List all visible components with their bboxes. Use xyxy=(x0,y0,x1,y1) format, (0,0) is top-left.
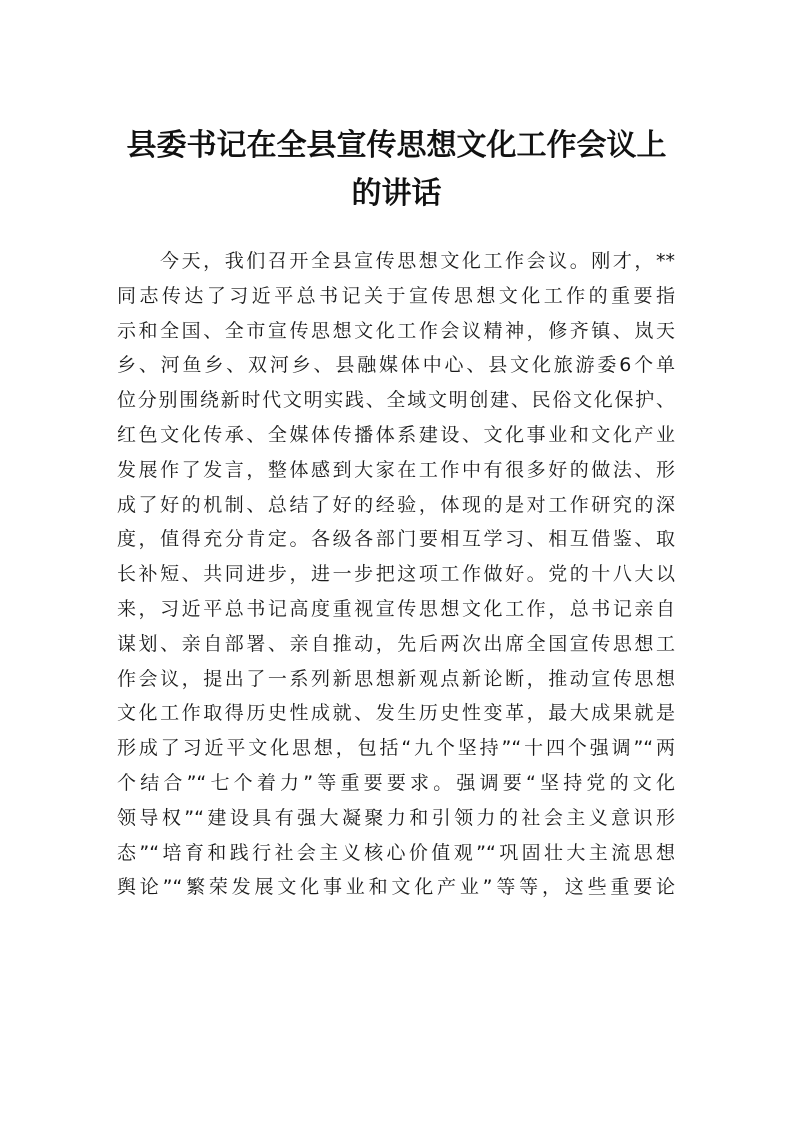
body-line: 文化工作取得历史性成就、发生历史性变革，最大成果就是 xyxy=(117,702,675,725)
body-line: 态”“培育和践行社会主义核心价值观”“巩固壮大主流思想 xyxy=(117,841,675,864)
body-line: 同志传达了习近平总书记关于宣传思想文化工作的重要指 xyxy=(117,284,675,307)
title-line: 的讲话 xyxy=(351,176,442,211)
body-line: 红色文化传承、全媒体传播体系建设、文化事业和文化产业 xyxy=(117,423,675,446)
body-line: 成了好的机制、总结了好的经验，体现的是对工作研究的深 xyxy=(117,493,675,516)
speech-body xyxy=(117,244,675,905)
body-line: 个结合”“七个着力”等重要要求。强调要“坚持党的文化 xyxy=(117,771,675,794)
body-line: 长补短、共同进步，进一步把这项工作做好。党的十八大以 xyxy=(117,563,675,586)
body-line: 来，习近平总书记高度重视宣传思想文化工作，总书记亲自 xyxy=(117,597,675,620)
body-line: 发展作了发言，整体感到大家在工作中有很多好的做法、形 xyxy=(117,458,675,481)
body-line: 舆论”“繁荣发展文化事业和文化产业”等等，这些重要论 xyxy=(117,876,675,899)
body-line: 度，值得充分肯定。各级各部门要相互学习、相互借鉴、取 xyxy=(117,528,675,551)
body-line: 今天，我们召开全县宣传思想文化工作会议。刚才，** xyxy=(160,250,675,272)
body-line: 谋划、亲自部署、亲自推动，先后两次出席全国宣传思想工 xyxy=(117,632,675,655)
title-line: 县委书记在全县宣传思想文化工作会议上 xyxy=(126,128,667,163)
body-line: 作会议，提出了一系列新思想新观点新论断，推动宣传思想 xyxy=(117,667,675,690)
body-line: 乡、河鱼乡、双河乡、县融媒体中心、县文化旅游委6个单 xyxy=(117,354,675,377)
body-line: 领导权”“建设具有强大凝聚力和引领力的社会主义意识形 xyxy=(117,806,675,829)
body-line: 示和全国、全市宣传思想文化工作会议精神，修齐镇、岚天 xyxy=(117,319,675,342)
body-line: 形成了习近平文化思想，包括“九个坚持”“十四个强调”“两 xyxy=(117,737,675,760)
document-title xyxy=(110,122,683,218)
body-line: 位分别围绕新时代文明实践、全域文明创建、民俗文化保护、 xyxy=(117,389,675,412)
